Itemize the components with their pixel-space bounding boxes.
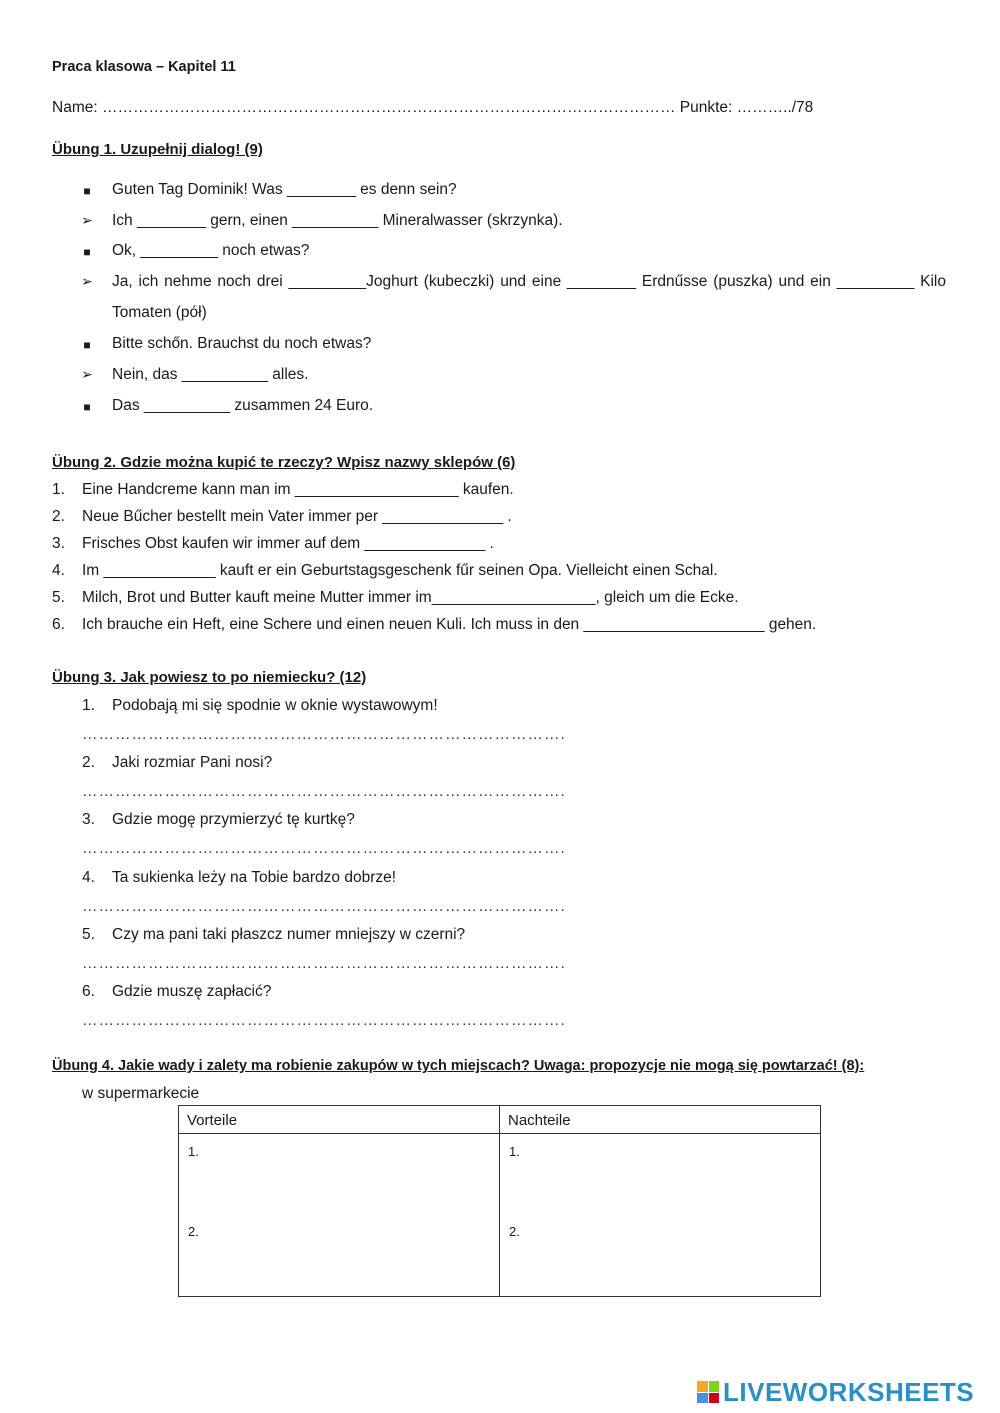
square-bullet-icon: ■ <box>83 338 91 352</box>
item-number: 2. <box>509 1224 520 1239</box>
item-number: 3. <box>52 535 65 552</box>
dialog-line: Bitte schőn. Brauchst du noch etwas? <box>112 335 372 352</box>
exercise-3-heading: Übung 3. Jak powiesz to po niemiecku? (12) <box>52 669 367 686</box>
exercise-1-heading: Übung 1. Uzupełnij dialog! (9) <box>52 141 263 158</box>
translation-prompt: Ta sukienka leży na Tobie bardzo dobrze! <box>112 869 397 886</box>
item-number: 4. <box>82 869 95 886</box>
translation-prompt: Gdzie muszę zapłacić? <box>112 983 272 1000</box>
item-number: 5. <box>82 926 95 943</box>
dialog-line: Nein, das __________ alles. <box>112 366 309 383</box>
square-bullet-icon: ■ <box>83 245 91 259</box>
answer-dotted-line: ……………………………………………………………………………. <box>82 898 566 915</box>
sentence-item: Im _____________ kauft er ein Geburtstagsgeschenk fűr seinen Opa. Vielleicht einen Schal. <box>82 562 718 579</box>
answer-dotted-line: ……………………………………………………………………………. <box>82 726 566 743</box>
logo-mark-icon <box>697 1381 719 1403</box>
answer-dotted-line: ……………………………………………………………………………. <box>82 955 566 972</box>
item-number: 1. <box>82 697 95 714</box>
dialog-line: Guten Tag Dominik! Was ________ es denn sein? <box>112 181 457 198</box>
square-bullet-icon: ■ <box>83 400 91 414</box>
item-number: 2. <box>82 754 95 771</box>
sentence-item: Milch, Brot und Butter kauft meine Mutter immer im___________________, gleich um die Ecke. <box>82 589 739 606</box>
translation-prompt: Podobają mi się spodnie w oknie wystawowym! <box>112 697 438 714</box>
dialog-line: Ok, _________ noch etwas? <box>112 242 310 259</box>
exercise-2-heading: Übung 2. Gdzie można kupić te rzeczy? Wpisz nazwy sklepów (6) <box>52 454 516 471</box>
sentence-item: Eine Handcreme kann man im ___________________ kaufen. <box>82 481 514 498</box>
item-number: 1. <box>188 1144 199 1159</box>
pros-cons-table <box>178 1105 821 1297</box>
place-label: w supermarkecie <box>82 1085 200 1102</box>
logo-text: LIVEWORKSHEETS <box>723 1376 975 1407</box>
dialog-line: Ich ________ gern, einen __________ Mineralwasser (skrzynka). <box>112 212 563 229</box>
answer-dotted-line: ……………………………………………………………………………. <box>82 1012 566 1029</box>
item-number: 5. <box>52 589 65 606</box>
nachteile-cell[interactable] <box>500 1134 821 1297</box>
column-header-nachteile: Nachteile <box>500 1106 821 1134</box>
arrow-bullet-icon: ➢ <box>81 273 93 289</box>
dialog-line: Das __________ zusammen 24 Euro. <box>112 397 374 414</box>
item-number: 6. <box>82 983 95 1000</box>
page-title: Praca klasowa – Kapitel 11 <box>52 59 236 75</box>
name-points-line: Name: ………………………………………………………………………………………………… Punkte: ………../78 <box>52 99 814 116</box>
arrow-bullet-icon: ➢ <box>81 366 93 382</box>
sentence-item: Frisches Obst kaufen wir immer auf dem ______________ . <box>82 535 494 552</box>
dialog-line: Ja, ich nehme noch drei _________Joghurt (kubeczki) und eine ________ Erdnűsse (puszka) und ein _________ Kilo <box>112 273 946 290</box>
vorteile-cell[interactable] <box>179 1134 500 1297</box>
item-number: 1. <box>509 1144 520 1159</box>
liveworksheets-logo <box>697 1378 974 1406</box>
translation-prompt: Jaki rozmiar Pani nosi? <box>112 754 273 771</box>
square-bullet-icon: ■ <box>83 184 91 198</box>
sentence-item: Neue Bűcher bestellt mein Vater immer per ______________ . <box>82 508 512 525</box>
column-header-vorteile: Vorteile <box>179 1106 500 1134</box>
item-number: 2. <box>52 508 65 525</box>
dialog-line-continuation: Tomaten (pół) <box>112 304 207 321</box>
item-number: 2. <box>188 1224 199 1239</box>
item-number: 6. <box>52 616 65 633</box>
item-number: 1. <box>52 481 65 498</box>
sentence-item: Ich brauche ein Heft, eine Schere und einen neuen Kuli. Ich muss in den _____________________ gehen. <box>82 616 817 633</box>
item-number: 4. <box>52 562 65 579</box>
translation-prompt: Czy ma pani taki płaszcz numer mniejszy w czerni? <box>112 926 466 943</box>
translation-prompt: Gdzie mogę przymierzyć tę kurtkę? <box>112 811 355 828</box>
arrow-bullet-icon: ➢ <box>81 212 93 228</box>
answer-dotted-line: ……………………………………………………………………………. <box>82 840 566 857</box>
answer-dotted-line: ……………………………………………………………………………. <box>82 783 566 800</box>
item-number: 3. <box>82 811 95 828</box>
exercise-4-heading: Übung 4. Jakie wady i zalety ma robienie zakupów w tych miejscach? Uwaga: propozycje nie mogą się powtarzać! (8): <box>52 1058 865 1074</box>
